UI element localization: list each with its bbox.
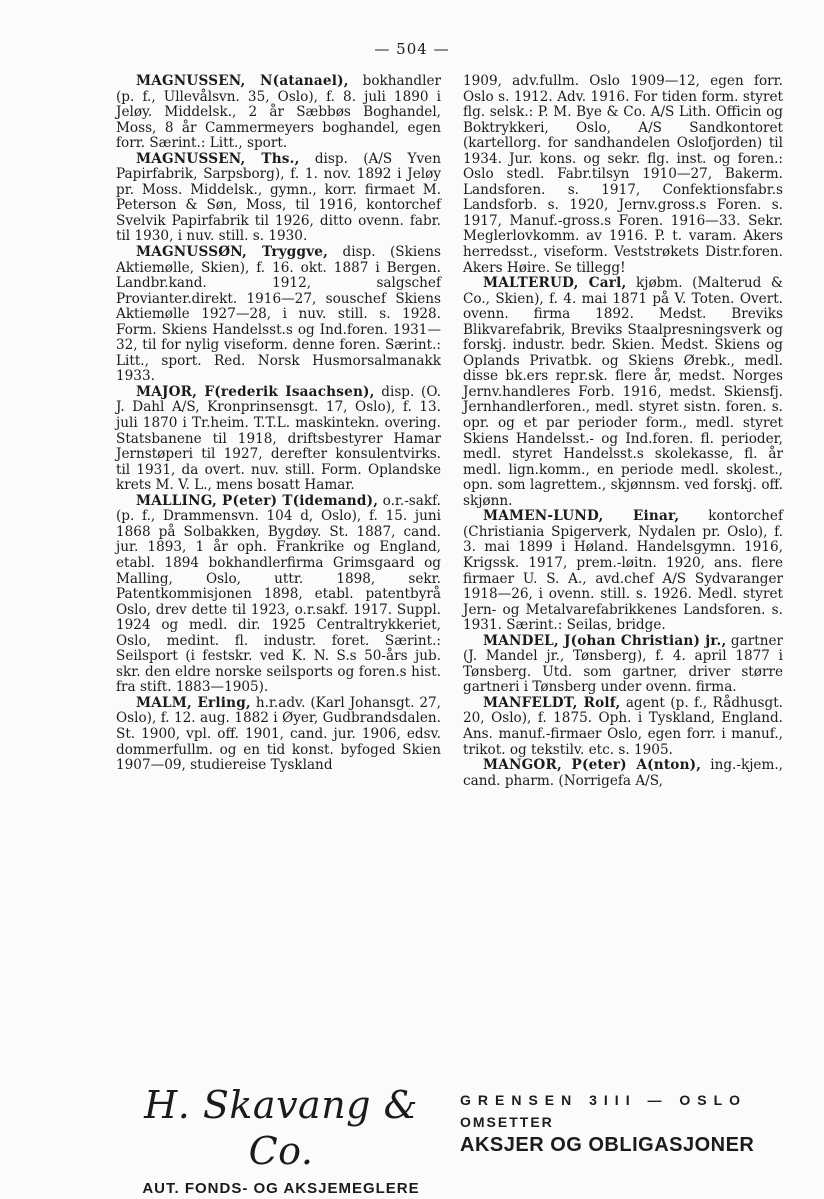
entry-text: gartner (J. Mandel jr., Tønsberg), f. 4. april 1877 i Tønsberg. Utd. som gartner, driver større gartneri i Tønsberg under ovenn. firma.	[463, 632, 783, 696]
entry-magnussen-ths	[116, 152, 441, 245]
entry-name: MALLING, P(eter) T(idemand),	[136, 492, 379, 509]
grensen-omsetter: OMSETTER	[460, 1114, 554, 1130]
entry-text: bokhandler (p. f., Ullevålsvn. 35, Oslo), f. 8. juli 1890 i Jeløy. Middelsk., 2 år Sæbbøs Boghandel, Moss, 8 år Cammermeyers boghandel, egen forr. Særint.: Litt., sport.	[116, 73, 441, 152]
entry-text: ing.-kjem., cand. pharm. (Norrigefa A/S,	[463, 757, 783, 789]
entry-malm-erling	[116, 696, 441, 774]
page-number: — 504 —	[374, 40, 450, 58]
advertisement-grensen	[460, 1082, 790, 1162]
advertisement-skavang	[112, 1082, 450, 1197]
right-column	[463, 74, 783, 789]
entry-text: disp. (O. J. Dahl A/S, Kronprinsensgt. 17, Oslo), f. 13. juli 1870 i Tr.heim. T.T.L. maskintekn. overing. Statsbanene til 1918, driftsbestyrer Hamar Jernstøperi til 1927, derefter konsulentvirks. til 1931, da overt. nuv. still. Form. Oplandske krets M. V. L., mens bosatt Hamar.	[116, 383, 441, 494]
entry-text: disp. (Skiens Aktiemølle, Skien), f. 16. okt. 1887 i Bergen. Landbr.kand. 1912, salgschef Provianter.direkt. 1916—27, souschef Skiens Aktiemølle 1927—28, i nuv. still. s. 1928. Form. Skiens Handelsst.s og Ind.foren. 1931—32, til for nylig viseform. denne foren. Særint.: Litt., sport. Red. Norsk Husmorsalmanakk 1933.	[116, 244, 441, 385]
entry-name: MAGNUSSØN, Tryggve,	[136, 244, 329, 261]
grensen-headline: AKSJER OG OBLIGASJONER	[460, 1134, 755, 1156]
entry-magnusson-tryggve	[116, 245, 441, 385]
entry-text: o.r.-sakf. (p. f., Drammensvn. 104 d, Oslo), f. 15. juni 1868 på Solbakken, Bygdøy. St. 1887, cand. jur. 1893, 1 år oph. Frankrike og England, etabl. 1894 bokhandlerfirma Grimsgaard og Malling, Oslo, uttr. 1898, sekr. Patentkommisjonen 1898, etabl. patentbyrå Oslo, drev dette til 1923, o.r.sakf. 1917. Suppl. 1924 og medl. dir. 1925 Centraltrykkeriet, Oslo, medint. fl. industr. foret. Særint.: Seilsport (i festskr. ved K. N. S.s 50-års jub. skr. den eldre norske seilsports og foren.s hist. fra stift. 1883—1905).	[116, 492, 441, 696]
entry-major-frederik	[116, 385, 441, 494]
entry-manfeldt-rolf	[463, 696, 783, 758]
left-column	[116, 74, 441, 774]
entry-mamen-lund-einar	[463, 509, 783, 633]
entry-text: kjøbm. (Malterud & Co., Skien), f. 4. mai 1871 på V. Toten. Overt. ovenn. firma 1892. Medst. Breviks Blikvarefabrik, Breviks Staalpresningsverk og forskj. industr. bedr. Skien. Medst. Skiens og Oplands Privatbk. og Skiens Ørebk., medl. disse bk.ers repr.sk. flere år, medst. Norges Jernv.handleres Forb. 1916, medst. Skiensfj. Jernhandlerforen., medl. styret sistn. foren. s. opr. og et par perioder form., medl. styret Skiens Handelsst.- og Ind.foren. fl. perioder, medl. styret Handelsst.s skolekasse, fl. år medl. lign.komm., en periode medl. skolest., opn. som lagrettem., skjønnsm. ved forskj. off. skjønn.	[463, 275, 783, 509]
entry-name: MANGOR, P(eter) A(nton),	[483, 757, 702, 774]
entry-name: MAGNUSSEN, N(atanael),	[136, 73, 349, 89]
entry-text: kontorchef (Christiania Spigerverk, Nydalen pr. Oslo), f. 3. mai 1899 i Høland. Handelsgymn. 1916, Krigssk. 1917, prem.-løitn. 1920, ans. flere firmaer U. S. A., avd.chef A/S Sydvaranger 1918—26, i ovenn. still. s. 1926. Medl. styret Jern- og Metalvarefabrikkenes Landsforen. s. 1931. Særint.: Seilas, bridge.	[463, 508, 783, 634]
entry-mangor-peter	[463, 758, 783, 789]
entry-name: MALM, Erling,	[136, 694, 251, 711]
entry-continuation: 1909, adv.fullm. Oslo 1909—12, egen forr. Oslo s. 1912. Adv. 1916. For tiden form. styret flg. selsk.: P. M. Bye & Co. A/S Lith. Officin og Boktrykkeri, Oslo, A/S Sandkontoret (kartellorg. for sandhandelen Oslofjorden) til 1934. Jur. kons. og sekr. flg. inst. og foren.: Oslo stedl. Fabr.tilsyn 1910—27, Bakerm. Landsforen. s. 1917, Confektionsfabr.s Landsforb. s. 1920, Jernv.gross.s Foren. s. 1917, Manuf.-gross.s Foren. 1916—33. Sekr. Meglerlovkomm. av 1916. P. t. varam. Akers herredsst., viseform. Veststrøkets Distr.foren. Akers Høire. Se tillegg!	[463, 73, 783, 276]
entry-name: MANFELDT, Rolf,	[483, 694, 621, 711]
entry-name: MAGNUSSEN, Ths.,	[136, 150, 300, 167]
skavang-subtitle: AUT. FONDS- OG AKSJEMEGLERE	[142, 1180, 420, 1197]
entry-name: MAJOR, F(rederik Isaachsen),	[136, 383, 375, 400]
entry-mandel-johan	[463, 634, 783, 696]
entry-malling-peter	[116, 494, 441, 696]
entry-name: MALTERUD, Carl,	[483, 275, 627, 292]
skavang-logo: H. Skavang & Co.	[144, 1083, 418, 1173]
entry-name: MANDEL, J(ohan Christian) jr.,	[483, 632, 727, 649]
entry-text: agent (p. f., Rådhusgt. 20, Oslo), f. 1875. Oph. i Tyskland, England. Ans. manuf.-firmaer Oslo, egen forr. i manuf., trikot. og tekstilv. etc. s. 1905.	[463, 694, 783, 758]
entry-magnussen-n	[116, 74, 441, 152]
grensen-address: GRENSEN 3III — OSLO	[460, 1092, 748, 1108]
entry-name: MAMEN-LUND, Einar,	[483, 508, 680, 525]
entry-malterud-carl	[463, 276, 783, 509]
entry-text: h.r.adv. (Karl Johansgt. 27, Oslo), f. 12. aug. 1882 i Øyer, Gudbrandsdalen. St. 1900, vpl. off. 1901, cand. jur. 1906, edsv. dommerfullm. og en tid konst. byfoged Skien 1907—09, studiereise Tyskland	[116, 694, 441, 774]
entry-text: disp. (A/S Yven Papirfabrik, Sarpsborg), f. 1. nov. 1892 i Jeløy pr. Moss. Middelsk., gymn., korr. firmaet M. Peterson & Søn, Moss, til 1916, kontorchef Svelvik Papirfabrik til 1926, ditto ovenn. fabr. til 1930, i nuv. still. s. 1930.	[116, 150, 441, 245]
